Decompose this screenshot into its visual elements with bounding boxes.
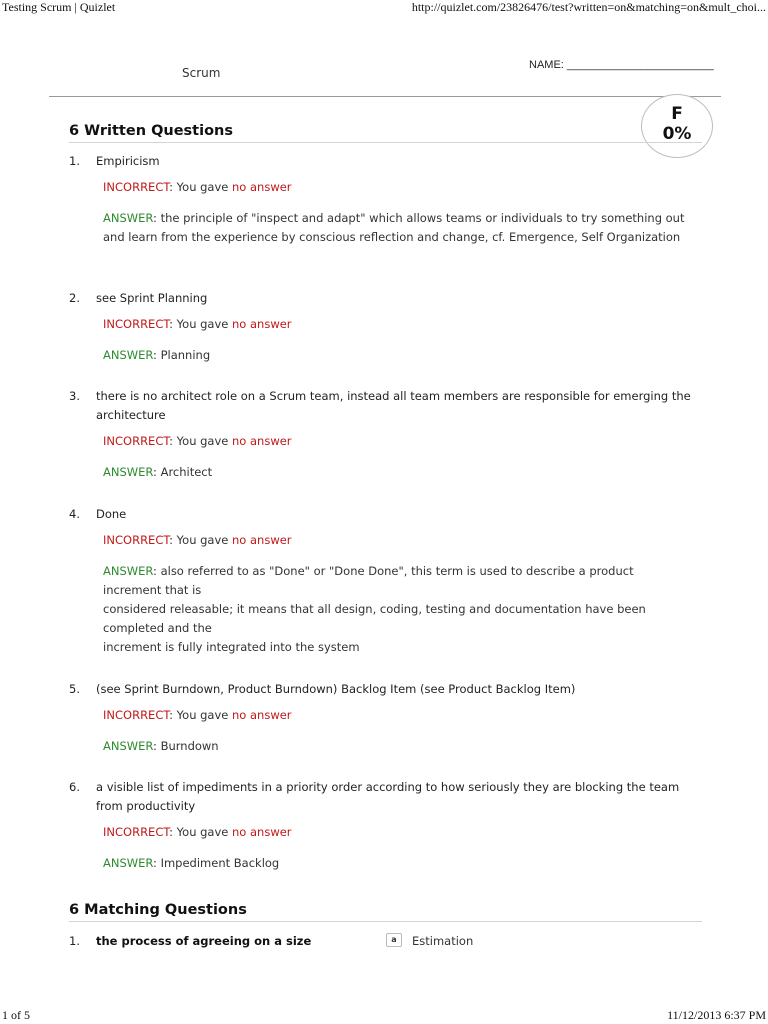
answer-colon: : [153,739,161,753]
answer-feedback [103,562,699,657]
answer-line: increment is fully integrated into the system [103,640,360,654]
print-page-url: http://quizlet.com/23826476/test?written=on&matching=on&mult_choi... [411,0,766,14]
answer-text: Burndown [160,739,219,753]
answer-text: also referred to as "Done" or "Done Done", this term is used to describe a product increment that is [103,564,634,597]
question-prompt [69,289,699,308]
question-prompt [69,680,699,699]
answer-feedback [103,209,699,247]
score-grade: F [671,104,683,124]
question-number: 5. [69,682,80,696]
answer-label: ANSWER [103,739,154,753]
answer-text: Impediment Backlog [160,856,280,870]
question-number: 2. [69,291,80,305]
answer-label: ANSWER [103,348,154,362]
answer-label: ANSWER [103,564,154,578]
you-gave-text: : You gave [169,708,233,722]
question-text: see Sprint Planning [96,291,208,305]
no-answer-text: no answer [232,533,292,547]
you-gave-text: : You gave [169,317,233,331]
question-prompt [69,505,699,524]
answer-colon: : [153,856,161,870]
you-gave-text: : You gave [169,434,233,448]
print-header [0,0,768,16]
answer-colon: : [153,348,161,362]
answer-feedback [103,737,699,756]
answer-feedback [103,346,699,365]
question-prompt [69,152,699,171]
incorrect-feedback [103,531,699,550]
question-text: Done [96,507,127,521]
you-gave-text: : You gave [169,180,233,194]
answer-feedback [103,854,699,873]
question-prompt [69,387,699,425]
question-number: 1. [69,154,80,168]
incorrect-label: INCORRECT [103,180,170,194]
incorrect-label: INCORRECT [103,434,170,448]
answer-line [103,562,689,600]
answer-colon: : [153,211,161,225]
score-percent: 0% [662,124,692,144]
written-question [69,505,699,657]
print-page-title: Testing Scrum | Quizlet [2,0,116,14]
no-answer-text: no answer [232,708,292,722]
written-question [69,680,699,756]
option-letter-box[interactable]: a [386,933,402,947]
you-gave-text: : You gave [169,825,233,839]
written-section-title: 6 Written Questions [69,123,702,143]
written-question [69,778,699,873]
question-text: Empiricism [96,154,160,168]
question-number: 4. [69,507,80,521]
header-divider [49,96,721,97]
written-question [69,387,699,482]
print-datetime: 11/12/2013 6:37 PM [667,1008,766,1022]
quiz-title: Scrum [182,66,221,80]
matching-section-title: 6 Matching Questions [69,902,702,922]
incorrect-feedback [103,706,699,725]
answer-text: the principle of "inspect and adapt" which allows teams or individuals to try something out and learn from the experience by conscious reflection and change, cf. Emergence, Self Organization [103,211,685,244]
incorrect-label: INCORRECT [103,533,170,547]
incorrect-feedback [103,823,699,842]
answer-label: ANSWER [103,856,154,870]
incorrect-feedback [103,315,699,334]
question-prompt [69,778,699,816]
incorrect-feedback [103,432,699,451]
answer-label: ANSWER [103,211,154,225]
incorrect-feedback [103,178,699,197]
matching-prompt: the process of agreeing on a size [96,934,312,948]
answer-line: considered releasable; it means that all design, coding, testing and documentation have been completed and the [103,602,646,635]
incorrect-label: INCORRECT [103,317,170,331]
answer-colon: : [153,564,161,578]
question-number: 1. [69,934,80,948]
no-answer-text: no answer [232,317,292,331]
no-answer-text: no answer [232,434,292,448]
question-text: a visible list of impediments in a priority order according to how seriously they are blocking the team from productivity [96,780,680,813]
page-number: 1 of 5 [2,1008,30,1022]
incorrect-label: INCORRECT [103,825,170,839]
print-footer [0,1008,768,1024]
answer-feedback [103,463,699,482]
name-field-label: NAME: ________________________ [529,59,714,71]
answer-text: Architect [160,465,213,479]
answer-label: ANSWER [103,465,154,479]
question-text: (see Sprint Burndown, Product Burndown) Backlog Item (see Product Backlog Item) [96,682,576,696]
question-number: 6. [69,780,80,794]
written-question [69,152,699,247]
you-gave-text: : You gave [169,533,233,547]
incorrect-label: INCORRECT [103,708,170,722]
answer-colon: : [153,465,161,479]
matching-option: Estimation [412,934,474,948]
no-answer-text: no answer [232,825,292,839]
question-text: there is no architect role on a Scrum team, instead all team members are responsible for emerging the architecture [96,389,691,422]
answer-text: Planning [160,348,211,362]
no-answer-text: no answer [232,180,292,194]
question-number: 3. [69,389,80,403]
written-question [69,289,699,365]
